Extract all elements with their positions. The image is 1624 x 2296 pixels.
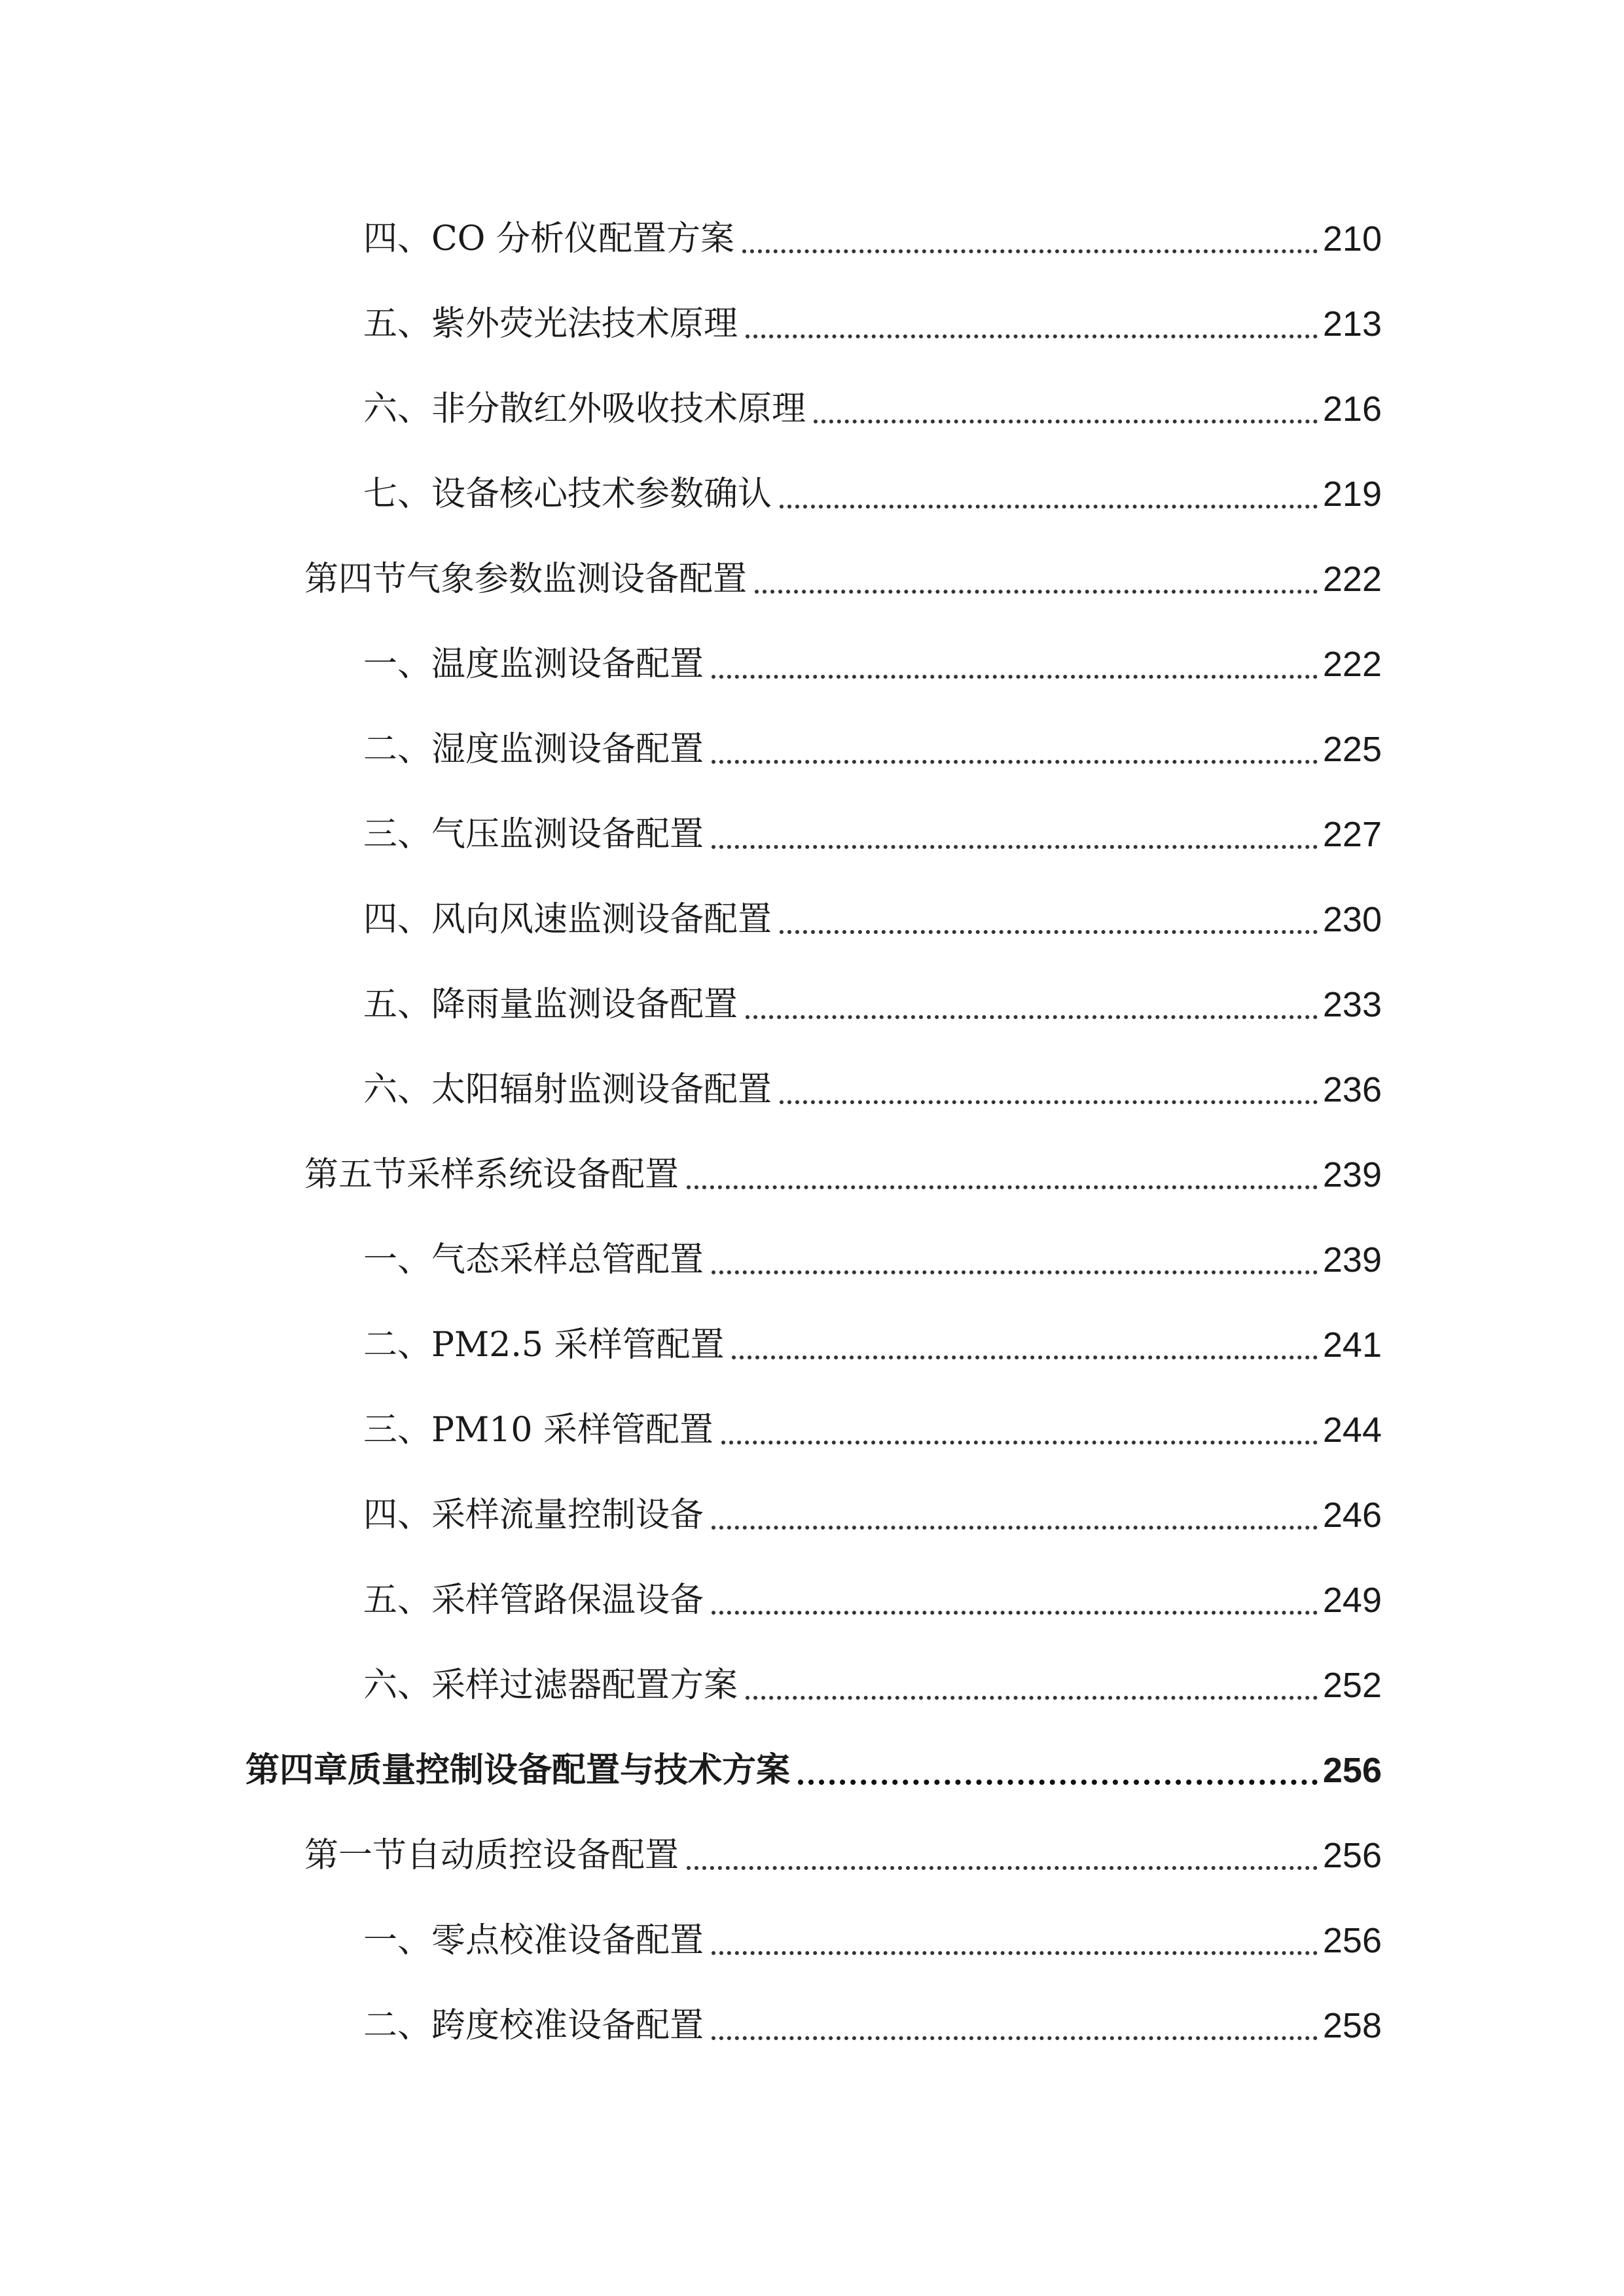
toc-page-number: 219 [1322,475,1382,514]
toc-entry-title: 三、PM10 采样管配置 [363,1410,713,1450]
toc-entry[interactable] [363,1914,1382,1967]
toc-entry[interactable] [363,1489,1382,1541]
toc-dot-leader [712,845,1318,849]
toc-entry-title: 第一节自动质控设备配置 [304,1836,679,1875]
toc-entry[interactable] [363,1319,1382,1371]
toc-dot-leader [712,675,1318,679]
toc-page-number: 239 [1322,1155,1382,1194]
toc-entry[interactable] [363,468,1382,520]
toc-entry[interactable] [363,2000,1382,2052]
toc-entry-title: 二、跨度校准设备配置 [363,2006,704,2045]
toc-dot-leader [780,930,1318,934]
toc-entry-title: 五、紫外荧光法技术原理 [363,304,738,344]
toc-dot-leader [814,420,1318,423]
toc-entry-title: 六、非分散红外吸收技术原理 [363,389,806,429]
toc-page-number: 222 [1322,560,1382,599]
toc-page-number: 241 [1322,1325,1382,1365]
toc-section-entry[interactable] [304,1829,1382,1882]
toc-dot-leader [687,1185,1318,1189]
toc-page-number: 227 [1322,815,1382,854]
toc-dot-leader [746,1696,1318,1700]
toc-entry[interactable] [363,213,1382,265]
toc-dot-leader [742,249,1318,253]
toc-entry-title: 五、采样管路保温设备 [363,1581,704,1620]
toc-entry[interactable] [363,1404,1382,1456]
toc-entry[interactable] [363,1659,1382,1712]
toc-entry[interactable] [363,1574,1382,1626]
toc-page-number: 236 [1322,1070,1382,1109]
toc-entry-title: 一、温度监测设备配置 [363,645,704,684]
toc-dot-leader [712,760,1318,764]
toc-entry[interactable] [363,638,1382,691]
toc-dot-leader [798,1780,1318,1785]
toc-page-number: 256 [1322,1751,1382,1790]
toc-entry[interactable] [363,808,1382,861]
toc-entry-title: 一、气态采样总管配置 [363,1240,704,1280]
toc-entry-title: 四、CO 分析仪配置方案 [363,219,734,259]
toc-page-number: 216 [1322,389,1382,429]
toc-dot-leader [746,334,1318,338]
toc-dot-leader [732,1355,1317,1359]
toc-page-number: 222 [1322,645,1382,684]
toc-dot-leader [755,590,1318,594]
toc-entry[interactable] [363,383,1382,435]
toc-entry[interactable] [363,298,1382,350]
toc-dot-leader [780,1100,1318,1104]
toc-dot-leader [780,505,1318,509]
toc-dot-leader [712,1611,1318,1615]
toc-entry[interactable] [363,893,1382,946]
toc-entry-title: 第四章质量控制设备配置与技术方案 [245,1750,791,1790]
toc-dot-leader [746,1015,1318,1019]
toc-chapter-entry[interactable] [245,1744,1382,1797]
toc-page-number: 249 [1322,1581,1382,1620]
toc-entry-title: 第四节气象参数监测设备配置 [304,560,748,599]
toc-page-number: 225 [1322,730,1382,769]
toc-entry-title: 一、零点校准设备配置 [363,1921,704,1960]
toc-entry[interactable] [363,978,1382,1031]
toc-dot-leader [687,1866,1318,1870]
toc-entry[interactable] [363,723,1382,776]
toc-entry-title: 七、设备核心技术参数确认 [363,475,772,514]
toc-entry-title: 五、降雨量监测设备配置 [363,985,738,1024]
toc-page-number: 230 [1322,900,1382,939]
toc-entry-title: 六、太阳辐射监测设备配置 [363,1070,772,1109]
toc-entry-title: 第五节采样系统设备配置 [304,1155,679,1194]
toc-page-number: 258 [1322,2006,1382,2045]
toc-page-number: 252 [1322,1666,1382,1705]
toc-page-number: 256 [1322,1836,1382,1875]
toc-entry-title: 二、湿度监测设备配置 [363,730,704,769]
toc-section-entry[interactable] [304,553,1382,605]
toc-entry[interactable] [363,1234,1382,1286]
toc-dot-leader [712,1270,1318,1274]
toc-page-number: 246 [1322,1496,1382,1535]
toc-dot-leader [721,1441,1318,1444]
toc-entry-title: 四、采样流量控制设备 [363,1496,704,1535]
toc-page-number: 213 [1322,304,1382,344]
toc-entry-title: 四、风向风速监测设备配置 [363,900,772,939]
toc-dot-leader [712,1526,1318,1530]
toc-entry-title: 二、PM2.5 采样管配置 [363,1325,725,1365]
toc-entry-title: 六、采样过滤器配置方案 [363,1666,738,1705]
toc-entry-title: 三、气压监测设备配置 [363,815,704,854]
toc-page-number: 244 [1322,1410,1382,1450]
toc-page-number: 233 [1322,985,1382,1024]
toc-page-number: 210 [1322,219,1382,259]
toc-section-entry[interactable] [304,1149,1382,1201]
toc-dot-leader [712,2036,1318,2040]
toc-dot-leader [712,1951,1318,1955]
toc-entry[interactable] [363,1064,1382,1116]
toc-page-number: 239 [1322,1240,1382,1280]
toc-page-number: 256 [1322,1921,1382,1960]
